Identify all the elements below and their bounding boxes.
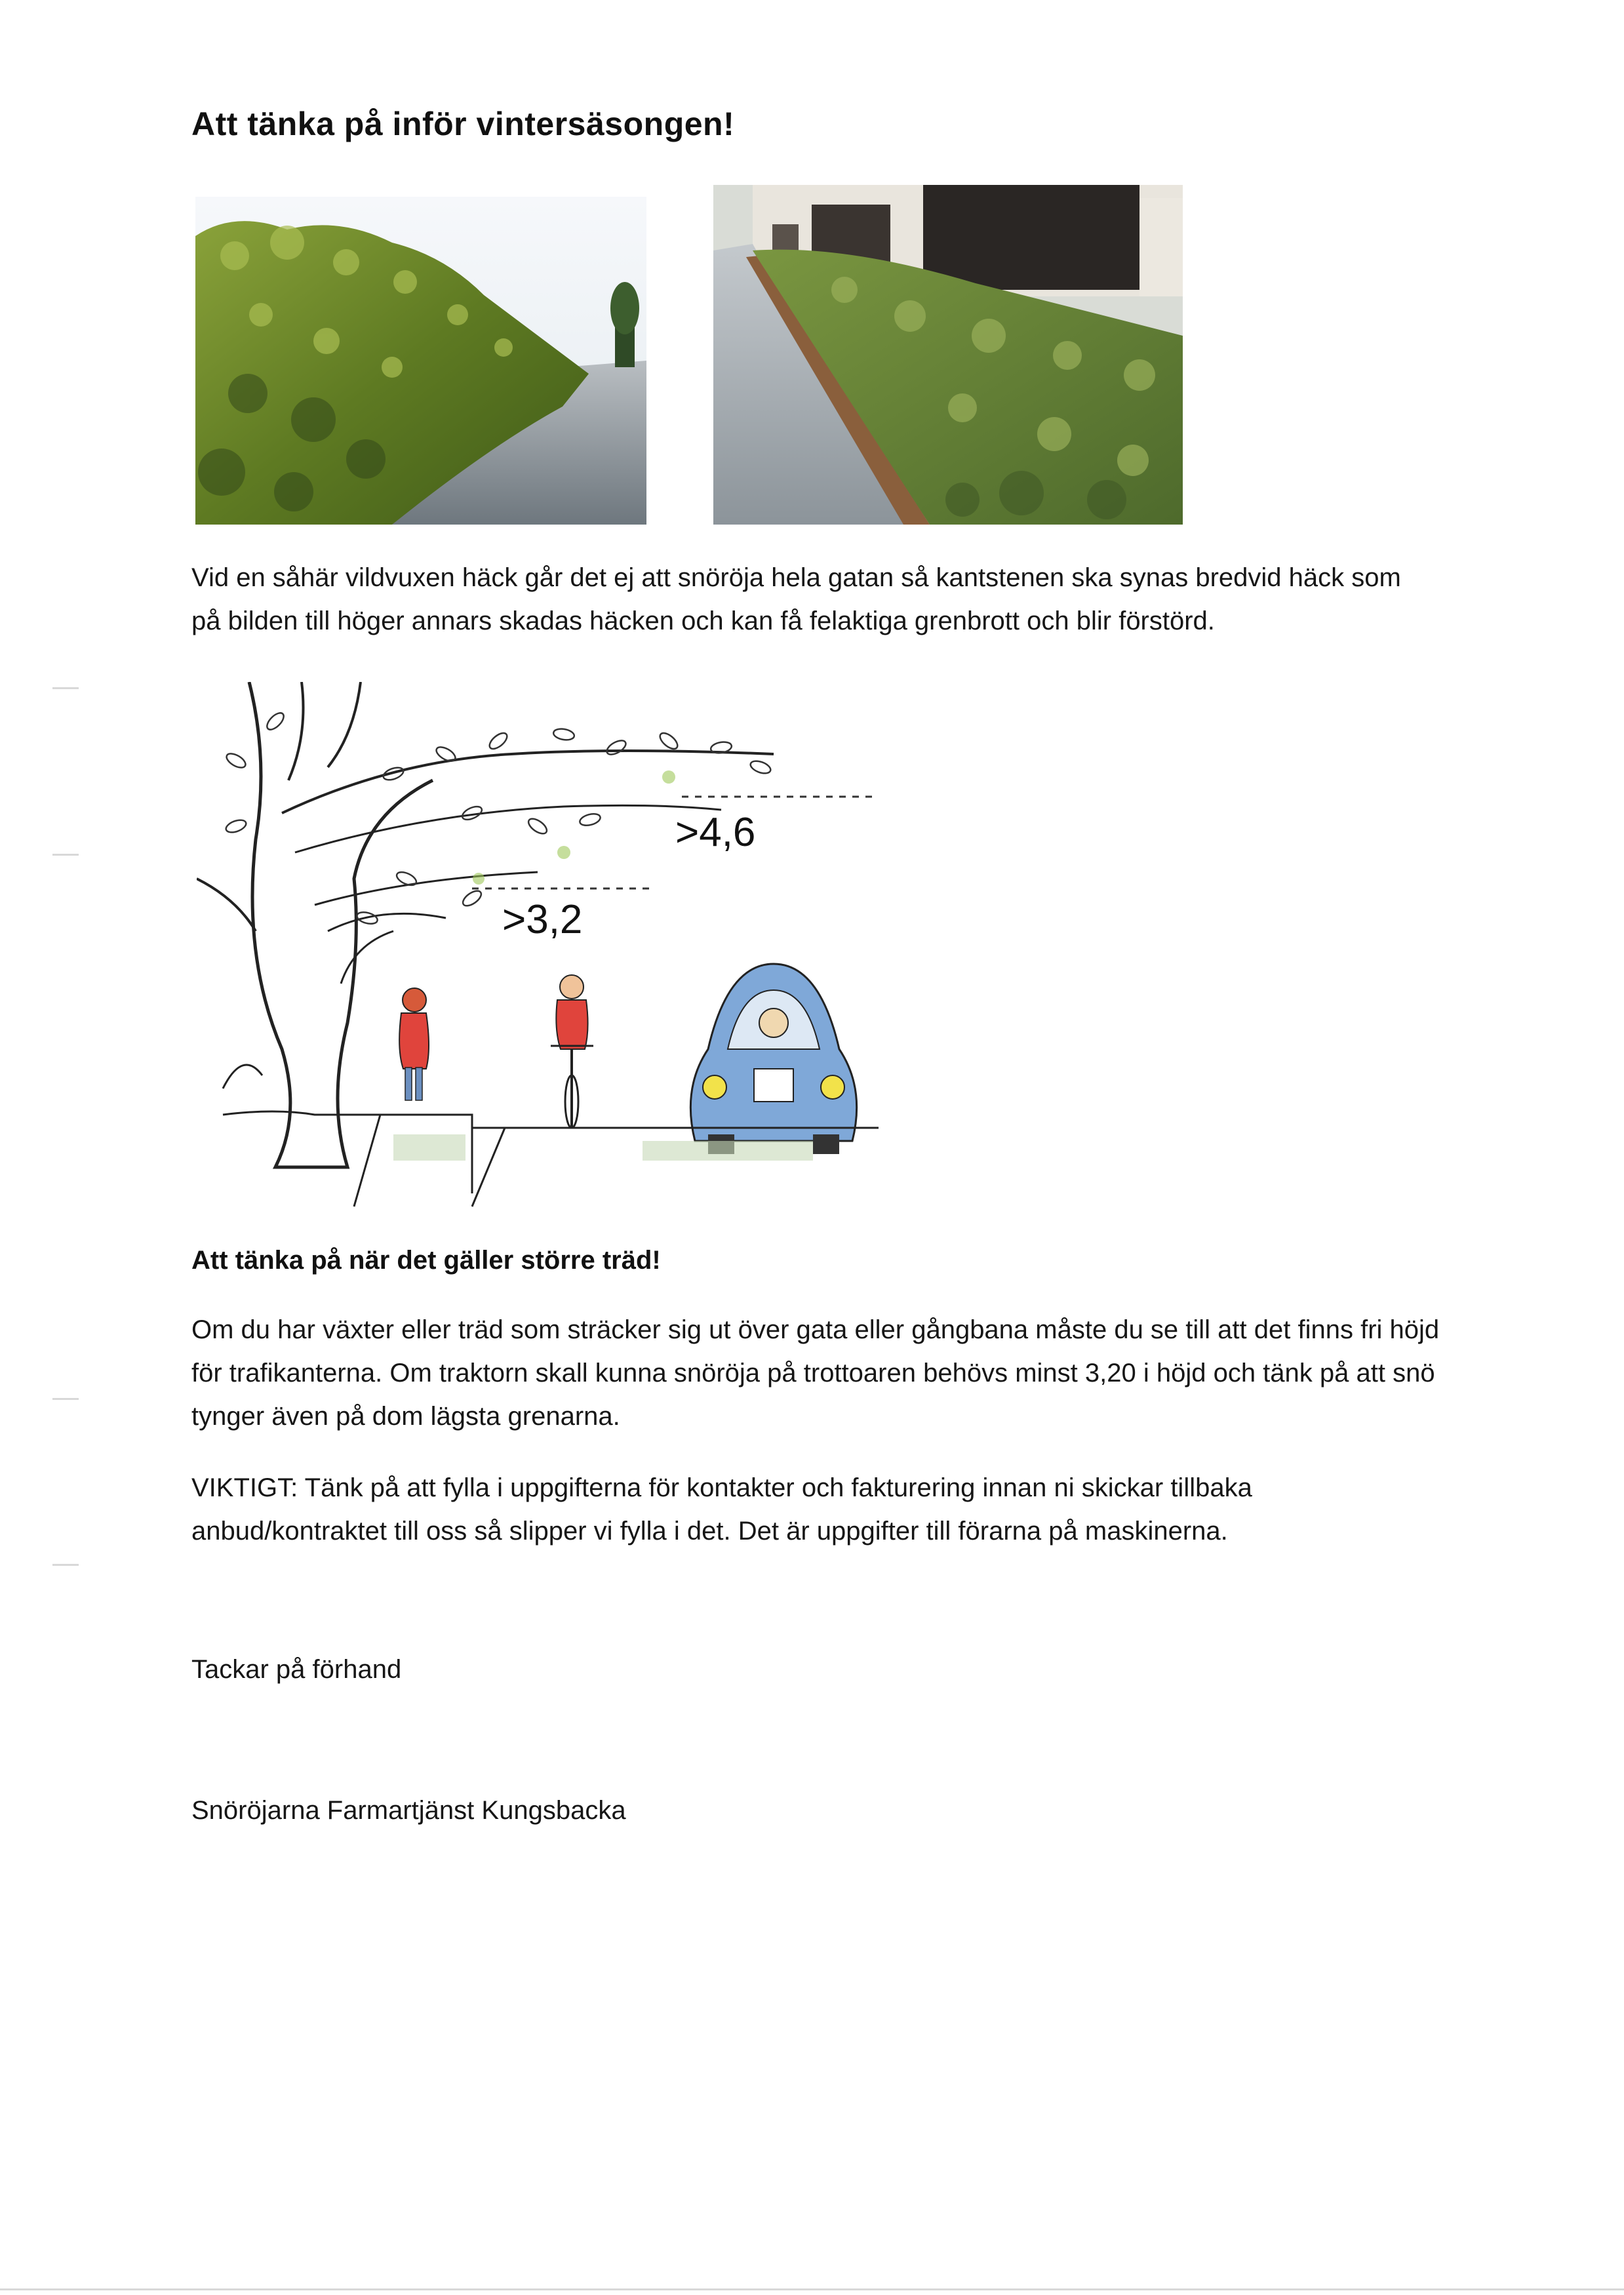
paragraph-important: VIKTIGT: Tänk på att fylla i uppgifterna för kontakter och fakturering innan ni skickar tillbaka anbud/kontraktet till oss så slipper vi fylla i det. Det är uppgifter till förarna på maskinerna. <box>191 1473 1252 1546</box>
clearance-label-road: >4,6 <box>675 810 756 855</box>
scan-mark <box>52 854 79 856</box>
car-figure <box>690 964 856 1154</box>
pedestrian-figure <box>399 988 429 1100</box>
cyclist-figure <box>551 975 593 1128</box>
signature-text: Snöröjarna Farmartjänst Kungsbacka <box>191 1796 626 1825</box>
paragraph-trees: Om du har växter eller träd som sträcker sig ut över gata eller gångbana måste du se till att det finns fri höjd för trafikanterna. Om traktorn skall kunna snöröja på trottoaren behövs minst 3,20 i höjd och tänk på att snö tynger även på dom lägsta grenarna. <box>191 1315 1440 1431</box>
clearance-label-sidewalk: >3,2 <box>502 897 583 942</box>
photo-trimmed-hedge <box>713 185 1183 525</box>
illustration-tree-clearance <box>197 682 879 1220</box>
scan-mark <box>52 1398 79 1400</box>
subheading-trees: Att tänka på när det gäller större träd! <box>191 1246 661 1275</box>
photo-overgrown-hedge <box>195 197 646 525</box>
scan-mark <box>52 1564 79 1566</box>
closing-text: Tackar på förhand <box>191 1655 402 1684</box>
scan-mark <box>0 2288 1624 2290</box>
paragraph-hedge: Vid en såhär vildvuxen häck går det ej att snöröja hela gatan så kantstenen ska synas bredvid häck som på bilden till höger annars skadas häcken och kan få felaktiga grenbrott och blir förstörd. <box>191 563 1401 635</box>
scan-mark <box>52 687 79 689</box>
page-title: Att tänka på inför vintersäsongen! <box>191 106 735 142</box>
